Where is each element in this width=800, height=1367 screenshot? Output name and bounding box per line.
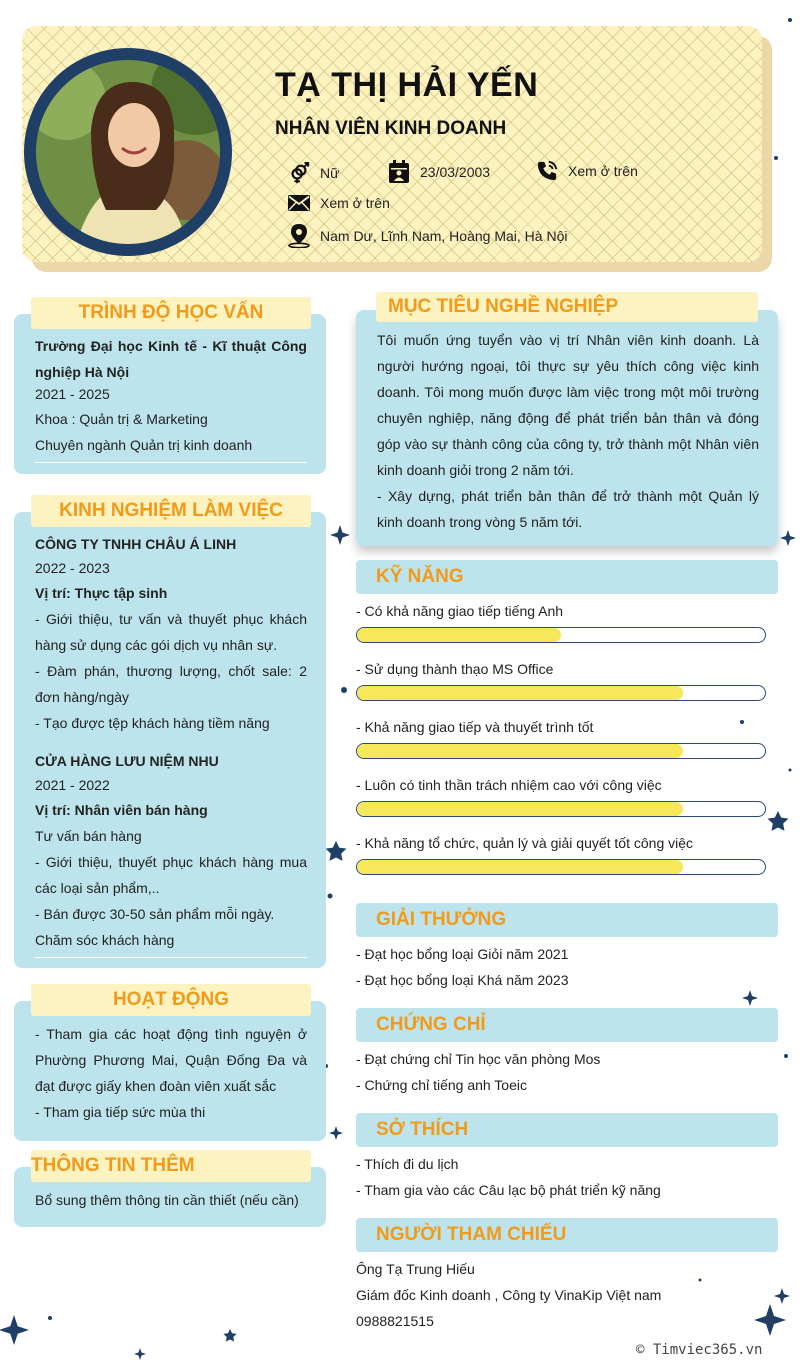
- skills-title: KỸ NĂNG: [356, 560, 778, 594]
- divider: [35, 957, 307, 958]
- address-value: Nam Dư, Lĩnh Nam, Hoàng Mai, Hà Nội: [320, 228, 568, 244]
- job-detail: - Bán được 30-50 sản phẩm mỗi ngày.: [35, 906, 275, 922]
- job-detail: - Tạo được tệp khách hàng tiềm năng: [35, 715, 270, 731]
- phone-info: [536, 160, 638, 182]
- education-major: Chuyên ngành Quản trị kinh doanh: [35, 437, 253, 453]
- skill-bar: [356, 801, 766, 817]
- address-info: [288, 224, 567, 248]
- star-icon: [223, 1329, 236, 1342]
- awards-title: GIẢI THƯỞNG: [356, 903, 778, 937]
- job-company: CỬA HÀNG LƯU NIỆM NHU: [35, 753, 219, 769]
- footer-watermark: © Timviec365.vn: [636, 1342, 763, 1358]
- activity-item: - Tham gia tiếp sức mùa thi: [35, 1104, 206, 1120]
- skill-fill: [357, 744, 683, 758]
- phone-icon: [536, 160, 558, 182]
- objective-text: Tôi muốn ứng tuyển vào vị trí Nhân viên kinh doanh. Là người hướng ngoại, tôi thực sự yêu thích công việc kinh doanh. Tôi mong muốn được làm việc trong một môi trường chuyên nghiệp, năng động để phát triển bản thân và đóng góp vào sự thành công của công ty, trở thành một Nhân viên kinh doanh giỏi trong 2 năm tới.: [377, 332, 759, 478]
- skill-bar: [356, 743, 766, 759]
- skill-bar: [356, 859, 766, 875]
- gender-icon: [288, 162, 310, 184]
- calendar-icon: [388, 160, 410, 184]
- references-title: NGƯỜI THAM CHIẾU: [356, 1218, 778, 1252]
- education-faculty: Khoa : Quản trị & Marketing: [35, 411, 208, 427]
- mail-icon: [288, 194, 310, 212]
- award-item: - Đạt học bổng loại Giỏi năm 2021: [356, 946, 569, 962]
- skill-bar: [356, 685, 766, 701]
- job-company: CÔNG TY TNHH CHÂU Á LINH: [35, 536, 237, 552]
- experience-title: KINH NGHIỆM LÀM VIỆC: [31, 495, 311, 527]
- certificates-title: CHỨNG CHỈ: [356, 1008, 778, 1042]
- job-detail: - Giới thiệu, thuyết phục khách hàng mua các loại sản phẩm,..: [35, 854, 307, 896]
- education-years: 2021 - 2025: [35, 386, 110, 402]
- candidate-role: NHÂN VIÊN KINH DOANH: [275, 118, 507, 139]
- email-info: [288, 194, 390, 212]
- location-pin-icon: [288, 224, 310, 248]
- job-detail: - Giới thiệu, tư vấn và thuyết phục khách hàng sử dụng các gói dịch vụ nhân sự.: [35, 611, 307, 653]
- hobbies-title: SỞ THÍCH: [356, 1113, 778, 1147]
- job-detail: Chăm sóc khách hàng: [35, 932, 175, 948]
- education-title: TRÌNH ĐỘ HỌC VẤN: [31, 297, 311, 329]
- divider: [35, 462, 307, 463]
- star-icon: [134, 1348, 146, 1360]
- star-icon: [768, 811, 789, 831]
- skill-fill: [357, 802, 683, 816]
- avatar: [24, 48, 232, 256]
- job-detail: - Đàm phán, thương lượng, chốt sale: 2 đơn hàng/ngày: [35, 663, 307, 705]
- birthday-value: 23/03/2003: [420, 164, 491, 180]
- objective-goal: - Xây dựng, phát triển bản thân để trở thành một Quản lý kinh doanh trong vòng 5 năm tới.: [377, 488, 759, 530]
- star-icon: [774, 1288, 790, 1304]
- award-item: - Đạt học bổng loại Khá năm 2023: [356, 972, 569, 988]
- activity-item: - Tham gia các hoạt động tình nguyện ở Phường Phương Mai, Quận Đống Đa và đạt được giấy khen đoàn viên xuất sắc: [35, 1026, 307, 1094]
- gender-value: Nữ: [320, 165, 340, 181]
- job-years: 2021 - 2022: [35, 777, 110, 793]
- skill-label: - Khả năng tổ chức, quản lý và giải quyết tốt công việc: [356, 835, 694, 851]
- job-position: Vị trí: Thực tập sinh: [35, 585, 168, 601]
- email-value: Xem ở trên: [320, 195, 390, 211]
- skill-label: - Khả năng giao tiếp và thuyết trình tốt: [356, 719, 594, 735]
- phone-value: Xem ở trên: [568, 163, 638, 179]
- star-icon: [754, 1304, 786, 1336]
- certificate-item: - Chứng chỉ tiếng anh Toeic: [356, 1077, 527, 1093]
- skill-bar: [356, 627, 766, 643]
- birthday-info: [388, 160, 490, 184]
- job-position: Vị trí: Nhân viên bán hàng: [35, 802, 208, 818]
- education-school: Trường Đại học Kinh tế - Kĩ thuật Công nghiệp Hà Nội: [35, 338, 307, 380]
- gender-info: [288, 162, 339, 184]
- candidate-name: TẠ THỊ HẢI YẾN: [275, 66, 539, 104]
- skill-label: - Sử dụng thành thạo MS Office: [356, 661, 554, 677]
- skill-label: - Luôn có tinh thần trách nhiệm cao với công việc: [356, 777, 662, 793]
- skill-label: - Có khả năng giao tiếp tiếng Anh: [356, 603, 564, 619]
- job-years: 2022 - 2023: [35, 560, 110, 576]
- activities-title: HOẠT ĐỘNG: [31, 984, 311, 1016]
- extra-text: Bổ sung thêm thông tin cần thiết (nếu cần): [35, 1192, 299, 1208]
- extra-title: THÔNG TIN THÊM: [31, 1150, 311, 1182]
- hobby-item: - Thích đi du lịch: [356, 1156, 459, 1172]
- star-icon: [329, 1126, 343, 1140]
- star-icon: [0, 1315, 29, 1345]
- hobby-item: - Tham gia vào các Câu lạc bộ phát triển kỹ năng: [356, 1182, 661, 1198]
- skill-fill: [357, 686, 683, 700]
- reference-name: Ông Tạ Trung Hiếu: [356, 1261, 475, 1277]
- star-icon: [780, 530, 796, 546]
- star-icon: [326, 841, 347, 861]
- objective-title: MỤC TIÊU NGHỀ NGHIỆP: [376, 292, 758, 322]
- reference-phone: 0988821515: [356, 1313, 434, 1329]
- skill-fill: [357, 628, 561, 642]
- skill-fill: [357, 860, 683, 874]
- job-detail: Tư vấn bán hàng: [35, 828, 142, 844]
- portrait-image: [36, 60, 220, 244]
- reference-position: Giám đốc Kinh doanh , Công ty VinaKip Việt nam: [356, 1287, 662, 1303]
- certificate-item: - Đạt chứng chỉ Tin học văn phòng Mos: [356, 1051, 601, 1067]
- star-icon: [330, 525, 350, 545]
- star-icon: [742, 990, 758, 1006]
